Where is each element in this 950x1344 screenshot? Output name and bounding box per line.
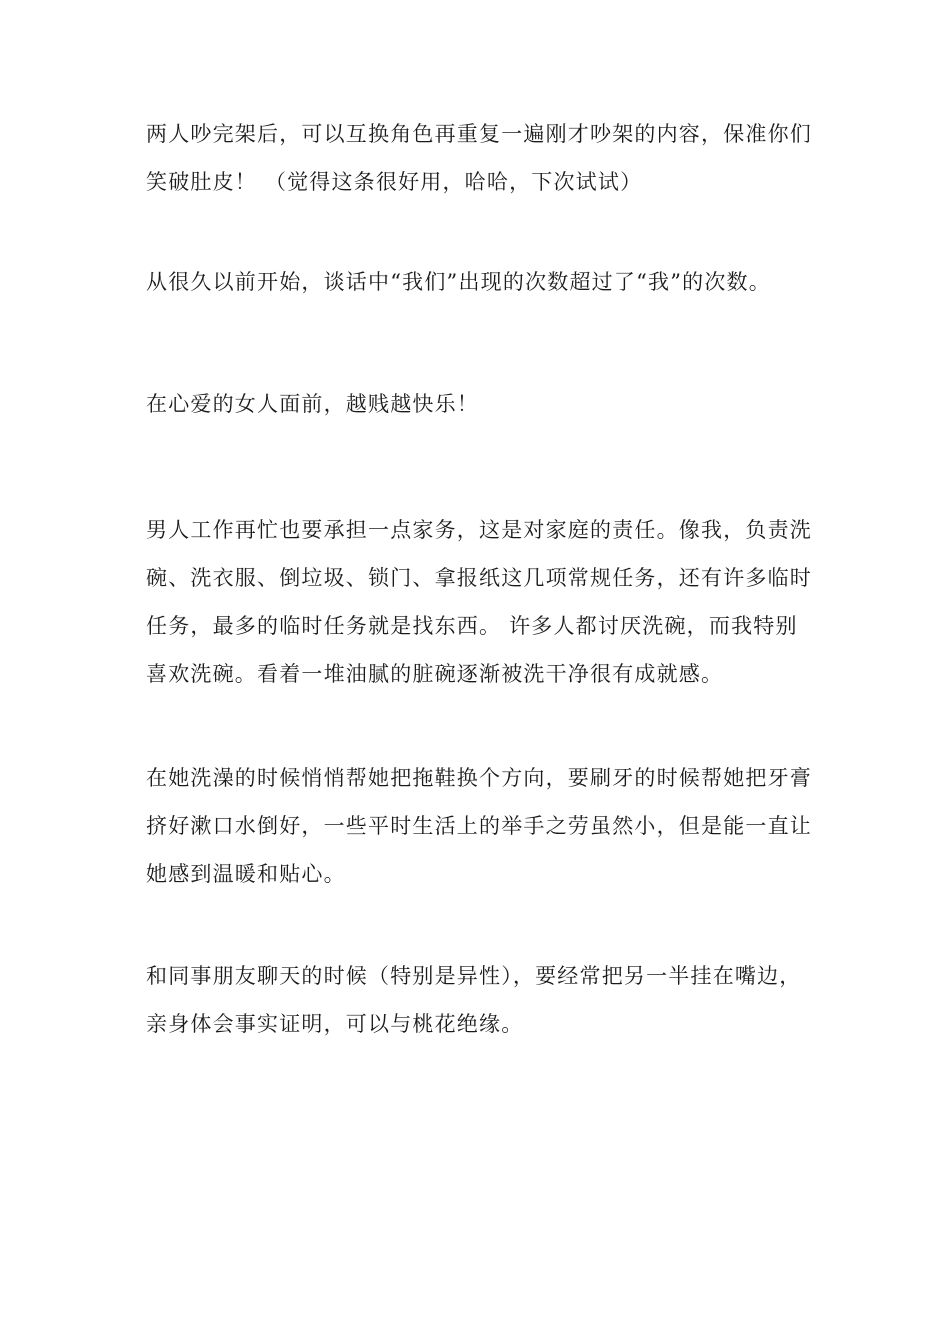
paragraph-line: 男人工作再忙也要承担一点家务，这是对家庭的责任。像我，负责洗	[146, 518, 812, 542]
paragraph-line: 两人吵完架后，可以互换角色再重复一遍刚才吵架的内容，保准你们	[146, 122, 812, 146]
paragraph-housework	[146, 506, 816, 698]
paragraph-line: 喜欢洗碗。看着一堆油腻的脏碗逐渐被洗干净很有成就感。	[146, 662, 724, 686]
paragraph-line: 任务，最多的临时任务就是找东西。 许多人都讨厌洗碗，而我特别	[146, 614, 798, 638]
paragraph-line: 亲身体会事实证明，可以与桃花绝缘。	[146, 1012, 524, 1036]
paragraph-line: 碗、洗衣服、倒垃圾、锁门、拿报纸这几项常规任务，还有许多临时	[146, 566, 812, 590]
paragraph-line: 在心爱的女人面前，越贱越快乐！	[146, 392, 479, 416]
paragraph-line: 挤好漱口水倒好，一些平时生活上的举手之劳虽然小，但是能一直让	[146, 814, 812, 838]
paragraph-role-swap	[146, 110, 816, 206]
paragraph-mention-partner	[146, 952, 816, 1048]
paragraph-line: 和同事朋友聊天的时候（特别是异性），要经常把另一半挂在嘴边，	[146, 964, 802, 988]
paragraph-happiness	[146, 380, 816, 428]
paragraph-line: 从很久以前开始，谈话中“我们”出现的次数超过了“我”的次数。	[146, 270, 771, 294]
paragraph-line: 在她洗澡的时候悄悄帮她把拖鞋换个方向，要刷牙的时候帮她把牙膏	[146, 766, 812, 790]
paragraph-line: 笑破肚皮！ （觉得这条很好用，哈哈，下次试试）	[146, 170, 643, 194]
paragraph-line: 她感到温暖和贴心。	[146, 862, 346, 886]
paragraph-we-count	[146, 258, 816, 306]
paragraph-small-gestures	[146, 754, 816, 898]
